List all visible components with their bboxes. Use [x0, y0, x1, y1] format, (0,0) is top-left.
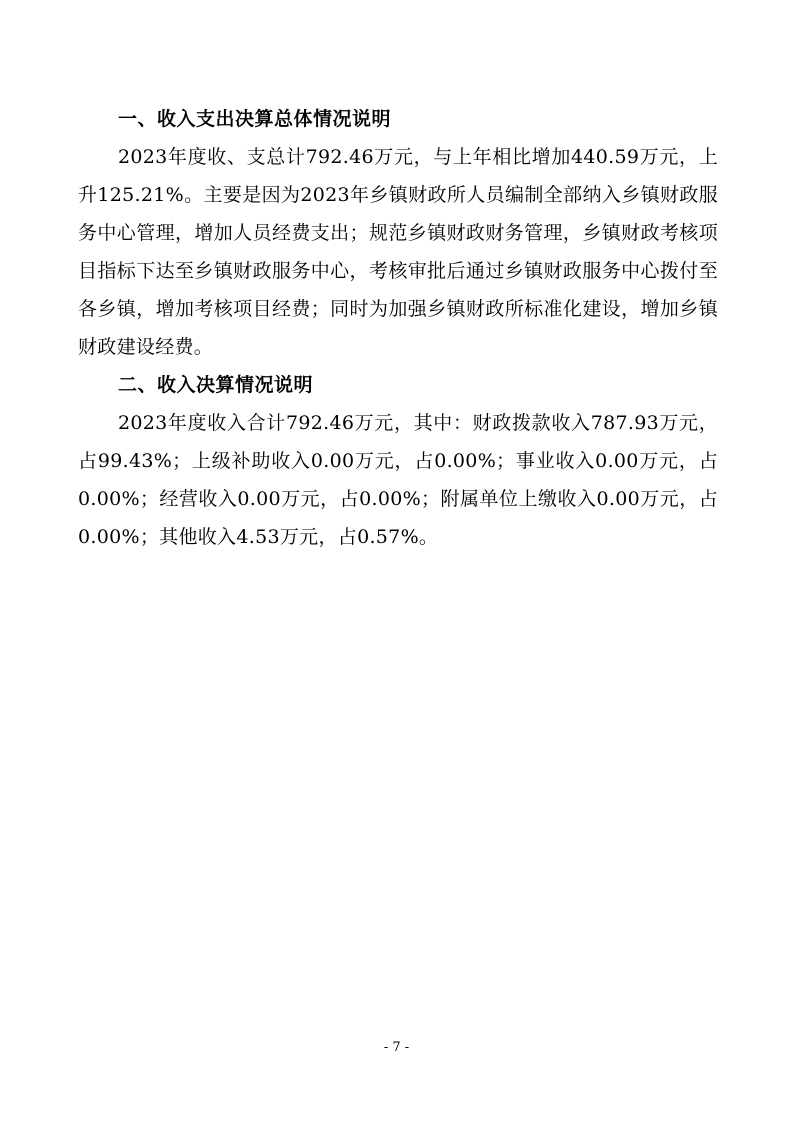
- section-heading-overall: 一、收入支出决算总体情况说明: [118, 108, 392, 130]
- section-paragraph-income: 2023年度收入合计792.46万元，其中：财政拨款收入787.93万元，占99.43%；上级补助收入0.00万元，占0.00%；事业收入0.00万元，占0.00%；经营收入0.00万元，占0.00%；附属单位上缴收入0.00万元，占0.00%；其他收入4.53万元，占0.57%。: [78, 412, 718, 548]
- section-heading-income: 二、收入决算情况说明: [118, 374, 314, 396]
- section-paragraph-overall: 2023年度收、支总计792.46万元，与上年相比增加440.59万元，上升125.21%。主要是因为2023年乡镇财政所人员编制全部纳入乡镇财政服务中心管理，增加人员经费支出；规范乡镇财政财务管理，乡镇财政考核项目指标下达至乡镇财政服务中心，考核审批后通过乡镇财政服务中心拨付至各乡镇，增加考核项目经费；同时为加强乡镇财政所标准化建设，增加乡镇财政建设经费。: [78, 146, 718, 358]
- document-body: [78, 100, 718, 556]
- page-number: - 7 -: [383, 1040, 410, 1055]
